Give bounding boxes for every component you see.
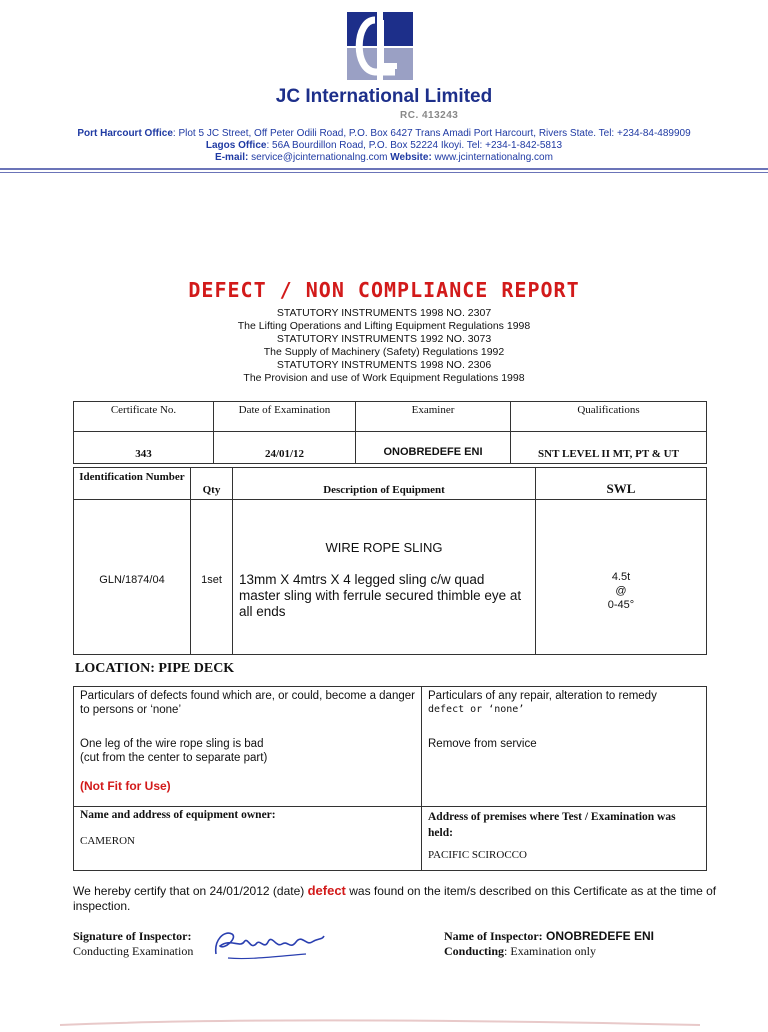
certification-statement — [73, 883, 733, 914]
email-link[interactable]: service@jcinternationalng.com — [248, 152, 391, 163]
date-header: Date of Examination — [214, 402, 356, 432]
conducting-label: Conducting — [444, 944, 505, 958]
inspector-signature — [210, 920, 330, 966]
qty-value: 1set — [191, 500, 233, 655]
certificate-table — [73, 401, 707, 464]
description-header: Description of Equipment — [233, 468, 536, 500]
certify-text-1: We hereby certify that on 24/01/2012 (date) — [73, 884, 308, 898]
company-name: JC International Limited — [275, 86, 493, 107]
ph-office-line — [0, 128, 768, 140]
equipment-table — [73, 467, 707, 655]
cert-no-header: Certificate No. — [74, 402, 214, 432]
remedy-header: Particulars of any repair, alteration to remedy — [428, 690, 657, 702]
defects-header: Particulars of defects found which are, or could, become a danger to persons or ‘none’ — [80, 690, 415, 716]
lagos-office-text: : 56A Bourdillon Road, P.O. Box 52224 Ikoyi. Tel: +234-1-842-5813 — [266, 140, 563, 151]
ph-office-label: Port Harcourt Office — [77, 128, 173, 139]
report-title: DEFECT / NON COMPLIANCE REPORT — [188, 278, 580, 302]
defect-line-2: (cut from the center to separate part) — [80, 752, 268, 764]
id-number-value: GLN/1874/04 — [74, 500, 191, 655]
inspector-name-value: ONOBREDEFE ENI — [542, 929, 655, 943]
swl-header: SWL — [536, 468, 707, 500]
ph-office-text: : Plot 5 JC Street, Off Peter Odili Road, P.O. Box 6427 Trans Amadi Port Harcourt, Rivers State. Tel: +234-84-489909 — [172, 128, 691, 139]
website-link[interactable]: www.jcinternationalng.com — [431, 152, 553, 163]
fitness-status: (Not Fit for Use) — [80, 779, 171, 793]
qualifications-value: SNT LEVEL II MT, PT & UT — [511, 432, 707, 464]
email-label: E-mail: — [215, 152, 249, 163]
conducting-value: : Examination only — [504, 944, 597, 958]
regulation-line: The Provision and use of Work Equipment Regulations 1998 — [243, 372, 525, 384]
owner-label: Name and address of equipment owner: — [80, 809, 276, 821]
company-logo — [345, 10, 415, 82]
signature-sublabel: Conducting Examination — [73, 944, 194, 958]
swl-angle: 0-45° — [607, 599, 635, 611]
remedy-value: Remove from service — [428, 738, 537, 750]
lagos-office-label: Lagos Office — [205, 140, 267, 151]
equipment-title: WIRE ROPE SLING — [325, 540, 443, 555]
signature-block — [73, 929, 193, 959]
inspector-block — [444, 929, 654, 959]
remedy-cell — [422, 687, 707, 807]
defects-cell — [74, 687, 422, 807]
premises-value: PACIFIC SCIROCCO — [428, 849, 527, 861]
regulation-line: The Lifting Operations and Lifting Equipment Regulations 1998 — [237, 320, 531, 332]
swl-value: 4.5t — [611, 571, 631, 583]
cert-no-value: 343 — [74, 432, 214, 464]
owner-value: CAMERON — [80, 835, 136, 847]
premises-label: Address of premises where Test / Examination was held: — [428, 811, 676, 839]
premises-cell — [422, 807, 707, 871]
location: LOCATION: PIPE DECK — [75, 661, 235, 676]
certify-highlight: defect — [307, 883, 346, 898]
swl-at: @ — [615, 585, 627, 597]
website-label: Website: — [390, 152, 432, 163]
regulation-line: The Supply of Machinery (Safety) Regulations 1992 — [263, 346, 505, 358]
inspector-name-label: Name of Inspector: — [444, 929, 543, 943]
signature-label: Signature of Inspector: — [73, 929, 192, 943]
description-cell — [233, 500, 536, 655]
defects-table — [73, 686, 707, 871]
regulation-line: STATUTORY INSTRUMENTS 1998 NO. 2306 — [276, 359, 492, 371]
regulation-line: STATUTORY INSTRUMENTS 1992 NO. 3073 — [276, 333, 492, 345]
defect-line-1: One leg of the wire rope sling is bad — [80, 738, 264, 750]
contact-line — [0, 152, 768, 164]
footer-graphic — [0, 1014, 768, 1024]
header-divider — [0, 168, 768, 170]
date-value: 24/01/12 — [214, 432, 356, 464]
examiner-header: Examiner — [356, 402, 511, 432]
regulations-list — [0, 307, 768, 385]
regulation-line: STATUTORY INSTRUMENTS 1998 NO. 2307 — [276, 307, 492, 319]
equipment-description: 13mm X 4mtrs X 4 legged sling c/w quad master sling with ferrule secured thimble eye at all ends — [239, 572, 522, 619]
swl-cell — [536, 500, 707, 655]
lagos-office-line — [0, 140, 768, 152]
qty-header: Qty — [191, 468, 233, 500]
certify-text-2: was found on the item/s described on this Certificate as at the time of inspection. — [73, 884, 717, 913]
owner-cell — [74, 807, 422, 871]
header-divider-thin — [0, 172, 768, 173]
qualifications-header: Qualifications — [511, 402, 707, 432]
id-number-header: Identification Number — [74, 468, 191, 500]
examiner-value: ONOBREDEFE ENI — [356, 432, 511, 464]
remedy-header-2: defect or ‘none’ — [428, 704, 525, 715]
rc-number: RC. 413243 — [400, 110, 459, 121]
